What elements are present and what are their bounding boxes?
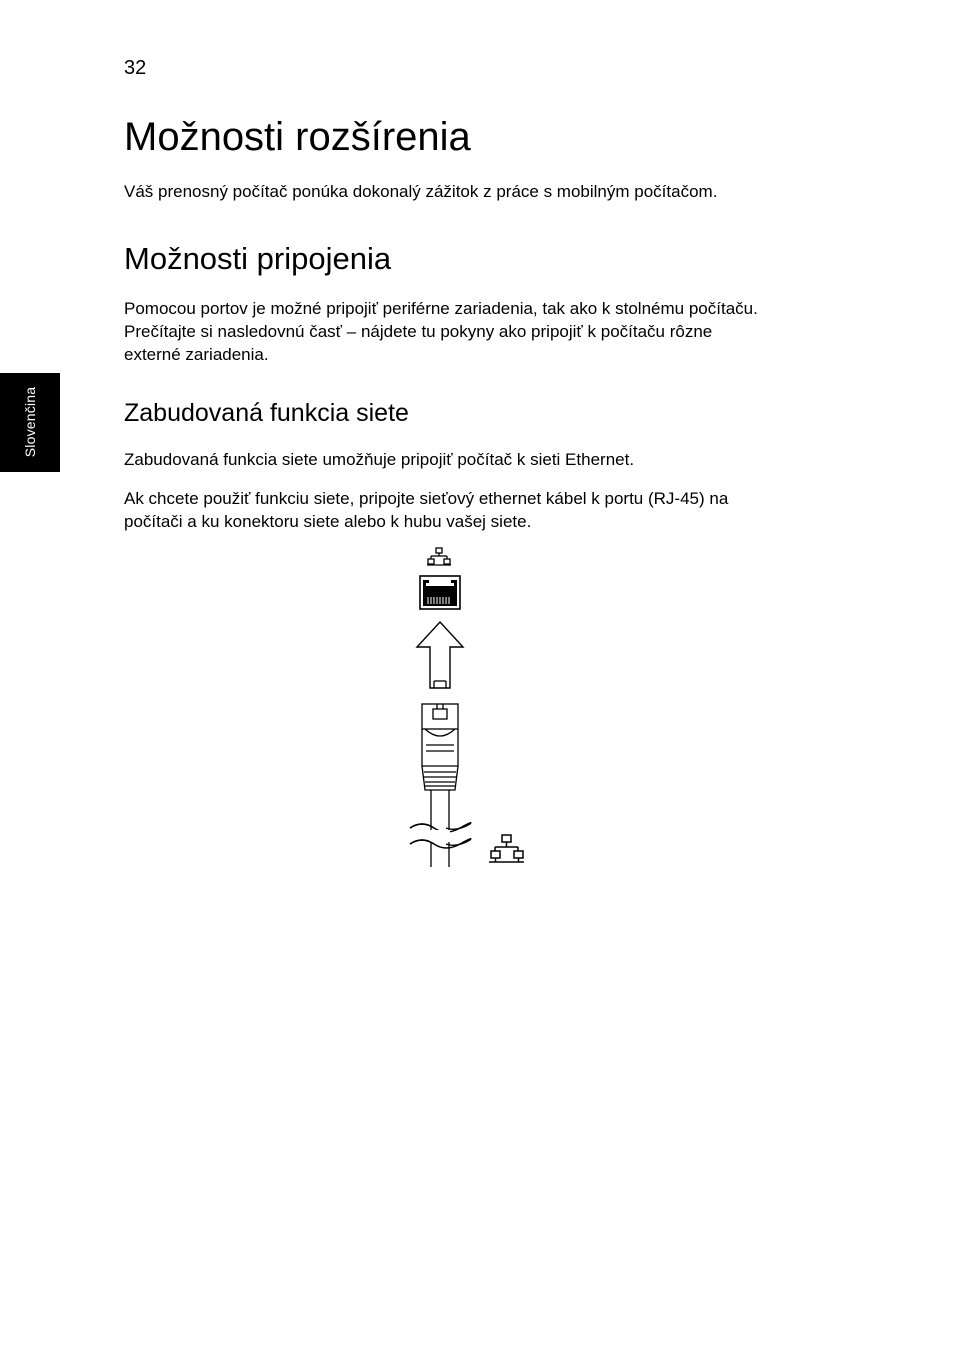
cable-break-icon (410, 823, 471, 848)
network-paragraph-1 (124, 448, 824, 471)
network-line: počítači a ku konektoru siete alebo k hubu vašej siete. (124, 512, 532, 531)
connectivity-line: Pomocou portov je možné pripojiť periférne zariadenia, tak ako k stolnému počítaču. (124, 299, 758, 318)
connectivity-paragraph (124, 297, 824, 366)
intro-paragraph (124, 180, 824, 203)
page-number: 32 (124, 57, 147, 79)
section-title-connectivity: Možnosti pripojenia (124, 241, 392, 276)
language-side-tab-label: Slovenčina (22, 386, 38, 458)
ethernet-plug-icon (422, 704, 458, 867)
intro-text: Váš prenosný počítač ponúka dokonalý zážitok z práce s mobilným počítačom. (124, 182, 718, 201)
section-title-network: Zabudovaná funkcia siete (124, 399, 409, 427)
connectivity-line: Prečítajte si nasledovnú časť – nájdete tu pokyny ako pripojiť k počítaču rôzne (124, 322, 713, 341)
connectivity-line: externé zariadenia. (124, 345, 269, 364)
network-line: Ak chcete použiť funkciu siete, pripojte sieťový ethernet kábel k portu (RJ-45) na (124, 489, 729, 508)
language-side-tab (0, 373, 60, 472)
network-text: Zabudovaná funkcia siete umožňuje pripojiť počítač k sieti Ethernet. (124, 450, 635, 469)
page-title: Možnosti rozšírenia (124, 115, 471, 159)
network-paragraph-2 (124, 487, 824, 533)
ethernet-figure (400, 540, 540, 870)
rj45-port-icon (420, 576, 460, 609)
network-icon (427, 548, 451, 565)
network-icon (489, 835, 524, 862)
up-arrow-icon (417, 622, 463, 688)
